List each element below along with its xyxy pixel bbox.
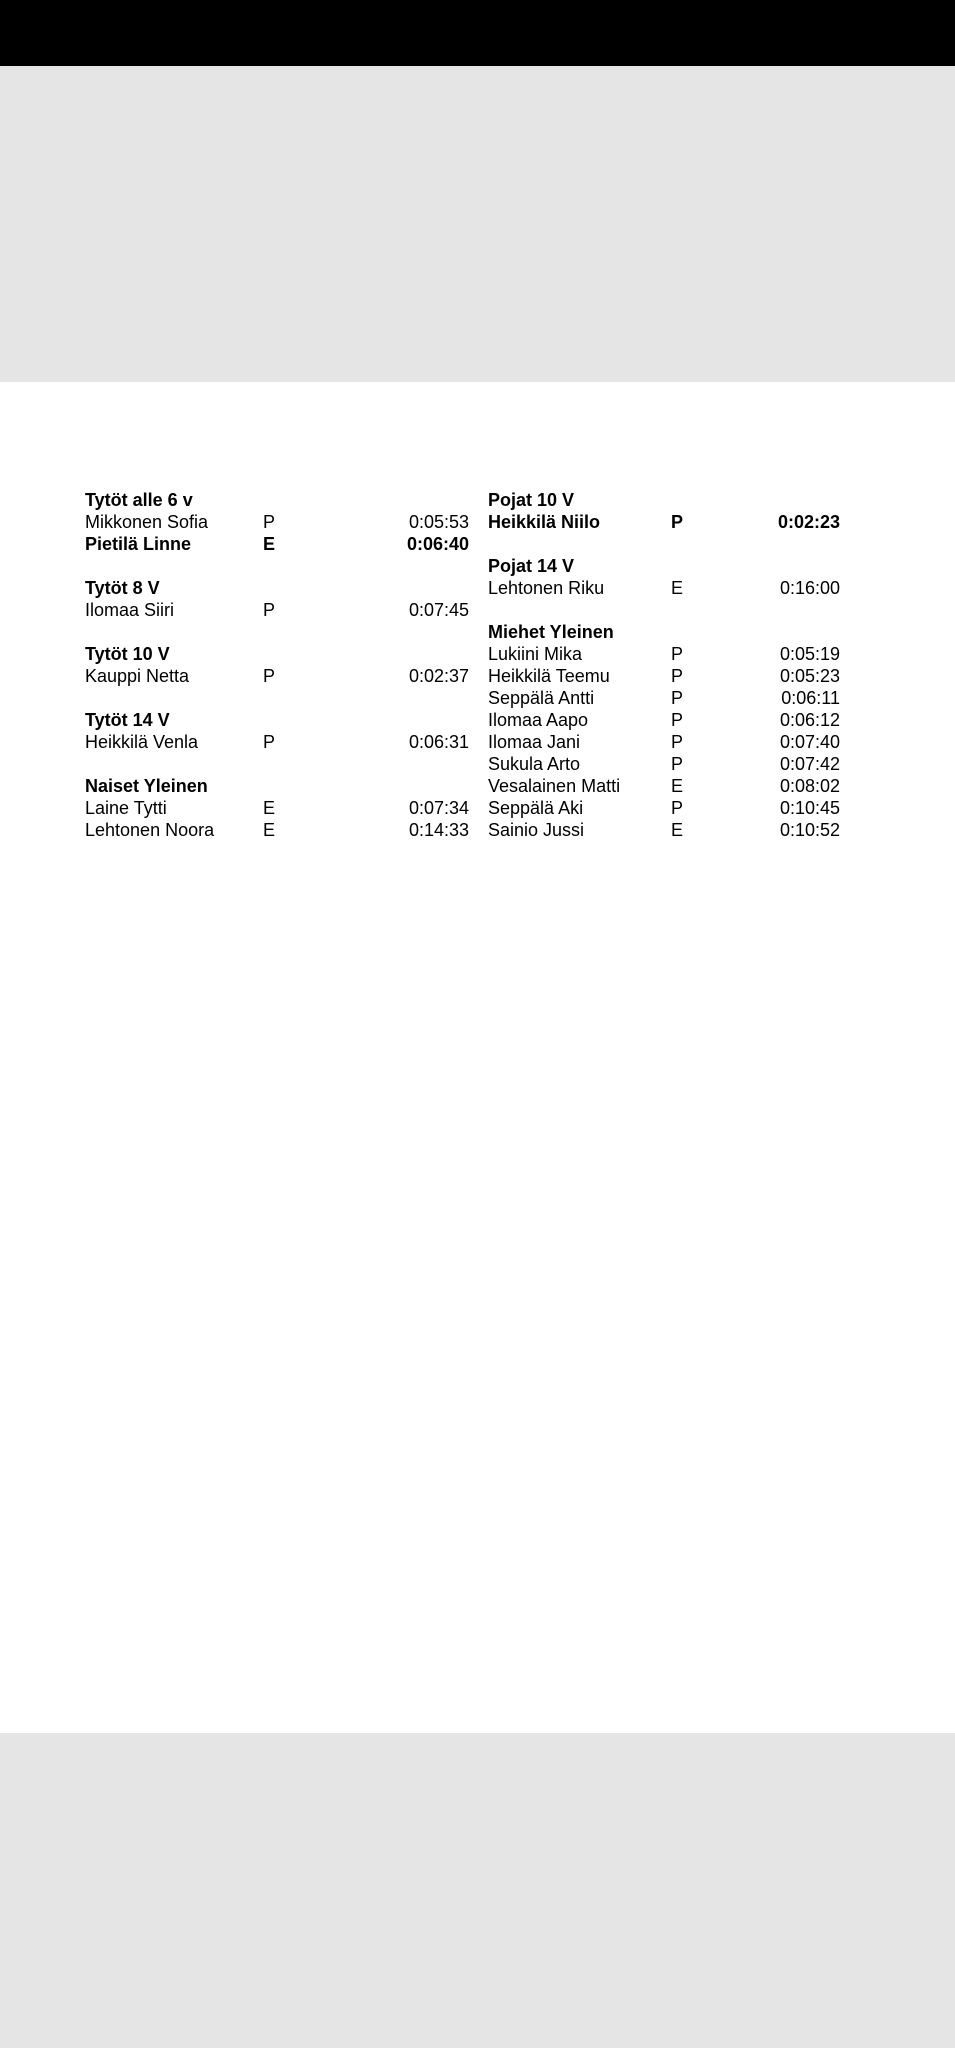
result-time: 0:07:42 xyxy=(779,754,840,774)
result-row xyxy=(488,665,840,687)
result-row xyxy=(488,687,840,709)
result-section xyxy=(85,709,469,753)
result-row xyxy=(85,797,469,819)
result-time: 0:02:23 xyxy=(777,512,840,532)
class-code: E xyxy=(263,534,276,554)
result-section xyxy=(85,489,469,555)
result-row xyxy=(488,511,840,533)
result-time: 0:05:23 xyxy=(779,666,840,686)
competitor-name: Heikkilä Teemu xyxy=(488,666,610,686)
result-time: 0:06:12 xyxy=(779,710,840,730)
class-code: P xyxy=(671,688,684,708)
section-title: Tytöt 10 V xyxy=(85,644,170,664)
result-time: 0:07:45 xyxy=(408,600,469,620)
result-time: 0:07:40 xyxy=(779,732,840,752)
competitor-name: Seppälä Aki xyxy=(488,798,584,818)
result-section xyxy=(85,643,469,687)
section-title: Tytöt alle 6 v xyxy=(85,490,193,510)
result-time: 0:05:53 xyxy=(408,512,469,532)
section-title: Pojat 10 V xyxy=(488,490,575,510)
class-code: P xyxy=(671,644,684,664)
competitor-name: Heikkilä Niilo xyxy=(488,512,601,532)
result-time: 0:10:45 xyxy=(779,798,840,818)
result-row xyxy=(85,599,469,621)
class-code: P xyxy=(263,732,276,752)
competitor-name: Seppälä Antti xyxy=(488,688,595,708)
result-row xyxy=(488,577,840,599)
class-code: P xyxy=(671,710,684,730)
result-row xyxy=(85,819,469,841)
section-title: Pojat 14 V xyxy=(488,556,575,576)
result-row xyxy=(85,731,469,753)
result-time: 0:06:11 xyxy=(781,688,840,708)
competitor-name: Lehtonen Riku xyxy=(488,578,605,598)
result-row xyxy=(85,533,469,555)
result-time: 0:06:40 xyxy=(406,534,469,554)
competitor-name: Kauppi Netta xyxy=(85,666,190,686)
result-row xyxy=(488,643,840,665)
competitor-name: Ilomaa Siiri xyxy=(85,600,175,620)
competitor-name: Lukiini Mika xyxy=(488,644,583,664)
result-time: 0:16:00 xyxy=(779,578,840,598)
competitor-name: Ilomaa Jani xyxy=(488,732,581,752)
result-row xyxy=(85,665,469,687)
section-title: Naiset Yleinen xyxy=(85,776,208,796)
result-time: 0:08:02 xyxy=(779,776,840,796)
class-code: P xyxy=(263,666,276,686)
result-section xyxy=(488,489,840,533)
results-column-left xyxy=(85,489,469,863)
result-time: 0:02:37 xyxy=(408,666,469,686)
section-title: Tytöt 14 V xyxy=(85,710,170,730)
result-time: 0:05:19 xyxy=(779,644,840,664)
result-row xyxy=(85,511,469,533)
class-code: E xyxy=(671,820,684,840)
result-row xyxy=(488,819,840,841)
result-section xyxy=(488,621,840,841)
competitor-name: Sainio Jussi xyxy=(488,820,585,840)
result-time: 0:14:33 xyxy=(408,820,469,840)
class-code: P xyxy=(671,512,684,532)
class-code: P xyxy=(671,732,684,752)
class-code: P xyxy=(263,512,276,532)
competitor-name: Pietilä Linne xyxy=(85,534,192,554)
class-code: P xyxy=(671,666,684,686)
result-section xyxy=(488,555,840,599)
top-bar xyxy=(0,0,955,66)
result-row xyxy=(488,797,840,819)
class-code: P xyxy=(671,754,684,774)
result-row xyxy=(488,753,840,775)
section-title: Tytöt 8 V xyxy=(85,578,160,598)
result-row xyxy=(488,709,840,731)
result-row xyxy=(488,731,840,753)
class-code: E xyxy=(671,776,684,796)
result-section xyxy=(85,577,469,621)
class-code: E xyxy=(263,820,276,840)
competitor-name: Lehtonen Noora xyxy=(85,820,215,840)
result-row xyxy=(488,775,840,797)
competitor-name: Vesalainen Matti xyxy=(488,776,621,796)
results-column-right xyxy=(488,489,840,863)
result-section xyxy=(85,775,469,841)
competitor-name: Heikkilä Venla xyxy=(85,732,199,752)
result-time: 0:07:34 xyxy=(408,798,469,818)
class-code: E xyxy=(263,798,276,818)
competitor-name: Laine Tytti xyxy=(85,798,167,818)
result-time: 0:06:31 xyxy=(408,732,469,752)
class-code: P xyxy=(671,798,684,818)
competitor-name: Sukula Arto xyxy=(488,754,581,774)
section-title: Miehet Yleinen xyxy=(488,622,614,642)
class-code: P xyxy=(263,600,276,620)
class-code: E xyxy=(671,578,684,598)
competitor-name: Ilomaa Aapo xyxy=(488,710,589,730)
competitor-name: Mikkonen Sofia xyxy=(85,512,209,532)
result-time: 0:10:52 xyxy=(779,820,840,840)
